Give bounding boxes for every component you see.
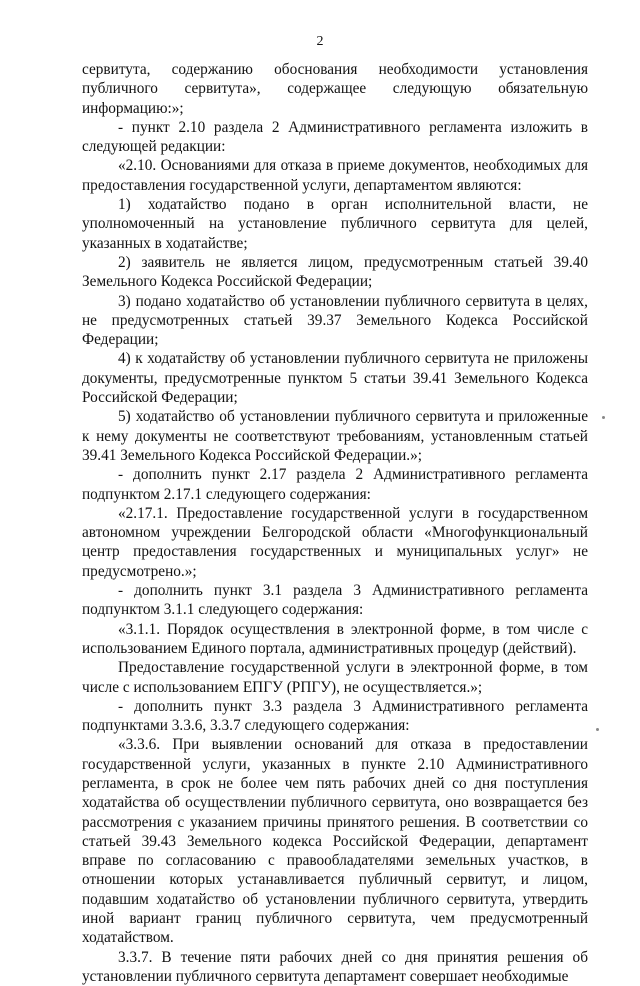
scan-speck xyxy=(596,728,599,731)
paragraph: - дополнить пункт 3.3 раздела 3 Административного регламента подпунктами 3.3.6, 3.3.7 следующего содержания: xyxy=(82,697,588,735)
paragraph: «2.17.1. Предоставление государственной услуги в государственном автономном учреждении Белгородской области «Многофункциональный центр предоставления государственных и муниципальных услуг» не предусмотрено.»; xyxy=(82,504,588,580)
paragraph: 3) подано ходатайство об установлении публичного сервитута в целях, не предусмотренных статьей 39.37 Земельного Кодекса Российской Федерации; xyxy=(82,292,588,349)
paragraph: 1) ходатайство подано в орган исполнительной власти, не уполномоченный на установление публичного сервитута для целей, указанных в ходатайстве; xyxy=(82,196,588,252)
paragraph: 3.3.7. В течение пяти рабочих дней со дня принятия решения об установлении публичного сервитута департамент совершает необходимые xyxy=(82,948,588,985)
paragraph: 2) заявитель не является лицом, предусмотренным статьей 39.40 Земельного Кодекса Российской Федерации; xyxy=(82,253,588,291)
scan-speck xyxy=(602,416,605,419)
paragraph: сервитута, содержанию обоснования необходимости установления публичного сервитута», содержащее следующую обязательную информацию:»; xyxy=(82,61,588,117)
document-body xyxy=(82,60,588,986)
paragraph: «3.1.1. Порядок осуществления в электронной форме, в том числе с использованием Единого портала, административных процедур (действий). xyxy=(82,620,588,657)
paragraph: «2.10. Основаниями для отказа в приеме документов, необходимых для предоставления государственной услуги, департаментом являются: xyxy=(82,157,588,194)
paragraph: - пункт 2.10 раздела 2 Административного регламента изложить в следующей редакции: xyxy=(82,118,588,156)
page-number: 2 xyxy=(316,34,324,49)
paragraph: - дополнить пункт 3.1 раздела 3 Административного регламента подпунктом 3.1.1 следующего содержания: xyxy=(82,582,588,619)
paragraph: «3.3.6. При выявлении оснований для отказа в предоставлении государственной услуги, указанных в пункте 2.10 Административного регламента, в срок не более чем пять рабочих дней со дня поступления ходатайства об осуществлении публичного сервитута, оно возвращается без рассмотрения с указанием причины принятого решения. В соответствии со статьей 39.43 Земельного кодекса Российской Федерации, департамент вправе по согласованию с правообладателями земельных участков, в отношении которых устанавливается публичный сервитут, и лицом, подавшим ходатайство об установлении публичного сервитута, утвердить иной вариант границ публичного сервитута, чем предусмотренный ходатайством. xyxy=(82,736,588,947)
paragraph: 5) ходатайство об установлении публичного сервитута и приложенные к нему документы не соответствуют требованиям, установленным статьей 39.41 Земельного Кодекса Российской Федерации.»; xyxy=(82,408,588,464)
paragraph: Предоставление государственной услуги в электронной форме, в том числе с использованием ЕПГУ (РПГУ), не осуществляется.»; xyxy=(82,659,588,696)
paragraph: 4) к ходатайству об установлении публичного сервитута не приложены документы, предусмотренные пунктом 5 статьи 39.41 Земельного Кодекса Российской Федерации; xyxy=(82,350,588,407)
paragraph: - дополнить пункт 2.17 раздела 2 Административного регламента подпунктом 2.17.1 следующего содержания: xyxy=(82,466,588,503)
